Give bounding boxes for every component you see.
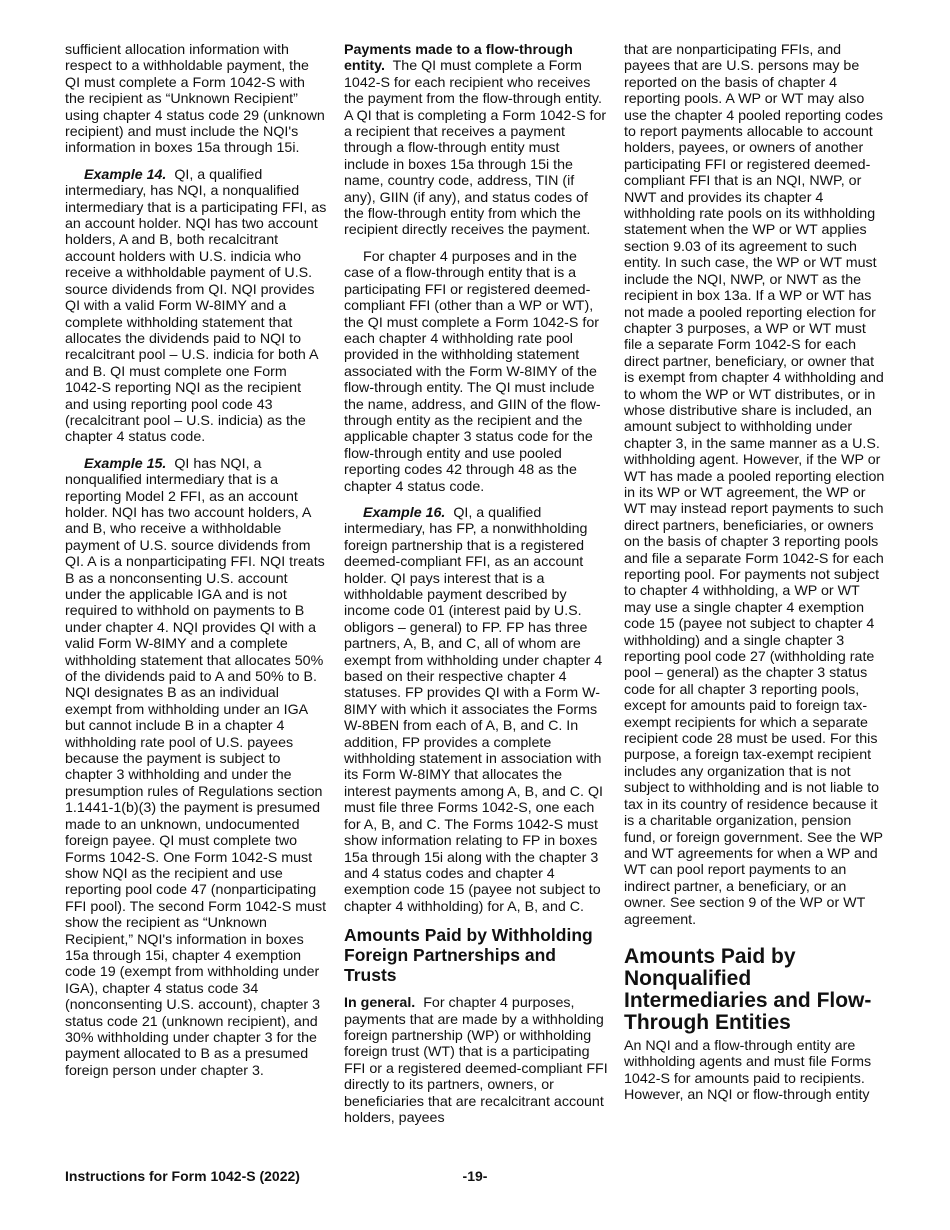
example-14 bbox=[65, 167, 327, 446]
example-text: QI has NQI, a nonqualified intermediary that is a reporting Model 2 FFI, as an account holder. NQI has two account holders, A and B, who receive a withholdable payment of U.S. source dividends from QI. A is a nonparticipating FFI. NQI treats B as a nonconsenting U.S. account under the applicable IGA and is not required to withhold on payments to B under chapter 4. NQI provides QI with a valid Form W-8IMY and a complete withholding statement that allocates 50% of the dividends paid to A and 50% to B. NQI designates B as an individual exempt from withholding under an IGA but cannot include B in a chapter 4 withholding rate pool of U.S. payees because the payment is subject to chapter 3 withholding and under the presumption rules of Regulations section 1.1441-1(b)(3) the payment is presumed made to an unknown, undocumented foreign payee. QI must complete two Forms 1042-S. One Form 1042-S must show NQI as the recipient and use reporting pool code 47 (nonparticipating FFI pool). The second Form 1042-S must show the recipient as “Unknown Recipient,” NQI's information in boxes 15a through 15i, chapter 4 exemption code 19 (exempt from withholding under IGA), chapter 4 status code 34 (nonconsenting U.S. account), chapter 3 status code 21 (unknown recipient), and 30% withholding under chapter 3 for the payment allocated to B as a presumed foreign person under chapter 3. bbox=[65, 455, 327, 1079]
example-text: QI, a qualified intermediary, has NQI, a nonqualified intermediary that is a participating FFI, as an account holder. NQI has two account holders, A and B, both recalcitrant account holders with U.S. indicia who receive a withholdable payment of U.S. source dividends from QI. NQI provides QI with a valid Form W-8IMY and a complete withholding statement that allocates the dividends paid to NQI to recalcitrant pool – U.S. indicia for both A and B. QI must complete one Form 1042-S reporting NQI as the recipient and using reporting pool code 43 (recalcitrant pool – U.S. indicia) as the chapter 4 status code. bbox=[65, 166, 327, 446]
example-label: Example 14. bbox=[84, 166, 167, 183]
flow-through-paragraph bbox=[344, 42, 608, 239]
paragraph-text: The QI must complete a Form 1042-S for each recipient who receives the payment from the flow-through entity. A QI that is completing a Form 1042-S for a recipient that receives a payment through a flow-through entity must include in boxes 15a through 15i the name, country code, address, TIN (if any), GIIN (if any), and status codes of the flow-through entity from which the recipient directly receives the payment. bbox=[344, 58, 607, 239]
example-16 bbox=[344, 505, 608, 915]
column-left bbox=[65, 42, 327, 1089]
run-in-heading: Payments made to a flow-through entity. bbox=[344, 42, 573, 75]
paragraph: For chapter 4 purposes and in the case of a flow-through entity that is a participating FFI or registered deemed-compliant FFI (other than a WP or WT), the QI must complete a Form 1042-S for each chapter 4 withholding rate pool provided in the withholding statement associated with the Form W-8IMY of the flow-through entity. The QI must include the name, address, and GIIN of the flow-through entity as the recipient and the applicable chapter 3 status code for the flow-through entity and use pooled reporting codes 42 through 48 as the chapter 4 status code. bbox=[344, 248, 601, 495]
column-right bbox=[624, 42, 886, 1114]
example-label: Example 16. bbox=[363, 504, 446, 521]
page-number: -19- bbox=[462, 1168, 488, 1184]
column-middle bbox=[344, 42, 608, 1136]
example-label: Example 15. bbox=[84, 455, 167, 472]
example-text: QI, a qualified intermediary, has FP, a nonwithholding foreign partnership that is a registered deemed-compliant FFI, as an account holder. QI pays interest that is a withholdable payment described by income code 01 (interest paid by U.S. obligors – general) to FP. FP has three partners, A, B, and C, all of whom are exempt from withholding under chapter 4 based on their respective chapter 4 statuses. FP provides QI with a Form W-8IMY with which it associates the Forms W-8BEN from each of A, B, and C. In addition, FP provides a complete withholding statement in association with its Form W-8IMY that allocates the interest payments among A, B, and C. QI must file three Forms 1042-S, one each for A, B, and C. The Forms 1042-S must show information relating to FP in boxes 15a through 15i along with the chapter 3 and 4 status codes and chapter 4 exemption code 15 (payee not subject to chapter 4 withholding) for A, B, and C. bbox=[344, 504, 604, 915]
in-general-paragraph bbox=[344, 995, 608, 1126]
section-heading: Amounts Paid by Nonqualified Intermediaries and Flow-Through Entities bbox=[624, 944, 872, 1034]
section-heading: Amounts Paid by Withholding Foreign Partnerships and Trusts bbox=[344, 925, 593, 986]
example-15 bbox=[65, 456, 327, 1079]
run-in-heading: In general. bbox=[344, 995, 416, 1012]
footer-form-title: Instructions for Form 1042-S (2022) bbox=[65, 1168, 300, 1184]
paragraph: that are nonparticipating FFIs, and payees that are U.S. persons may be reported on the basis of chapter 4 reporting pools. A WP or WT may also use the chapter 4 pooled reporting codes to report payments allocable to account holders, payees, or owners of another participating FFI or registered deemed-compliant FFI that is an NQI, NWP, or NWT and provides its chapter 4 withholding rate pools on its withholding statement when the WP or WT applies section 9.03 of its agreement to such entity. In such case, the WP or WT must include the NQI, NWP, or NWT as the recipient in box 13a. If a WP or WT has not made a pooled reporting election for chapter 3 purposes, a WP or WT must file a separate Form 1042-S for each direct partner, beneficiary, or owner that is exempt from chapter 4 withholding and to whom the WP or WT distributes, or in whose distributive share is included, an amount subject to withholding under chapter 3, in the same manner as a U.S. withholding agent. However, if the WP or WT has made a pooled reporting election in its WP or WT agreement, the WP or WT may instead report payments to such direct partners, beneficiaries, or owners on the basis of chapter 3 reporting pools and file a separate Form 1042-S for each reporting pool. For payments not subject to chapter 4 withholding, a WP or WT may use a single chapter 4 exemption code 15 (payee not subject to chapter 4 withholding) and a single chapter 3 reporting pool code 27 (withholding rate pool – general) as the chapter 3 status code for all chapter 3 reporting pools, except for amounts paid to foreign tax-exempt recipients for which a separate recipient code 28 must be used. For this purpose, a foreign tax-exempt recipient includes any organization that is not subject to withholding and is not liable to tax in its country of residence because it is a charitable organization, pension fund, or foreign government. See the WP and WT agreements for when a WP and WT can pool report payments to an indirect partner, a beneficiary, or an owner. See section 9 of the WP or WT agreement. bbox=[624, 42, 885, 928]
paragraph: sufficient allocation information with respect to a withholdable payment, the QI must complete a Form 1042-S with the recipient as “Unknown Recipient” using chapter 4 status code 29 (unknown recipient) and must include the NQI's information in boxes 15a through 15i. bbox=[65, 42, 325, 157]
paragraph-text: For chapter 4 purposes, payments that are made by a withholding foreign partnership (WP) or withholding foreign trust (WT) that is a participating FFI or a registered deemed-compliant FFI directly to its partners, owners, or beneficiaries that are recalcitrant account holders, payees bbox=[344, 995, 608, 1126]
paragraph: An NQI and a flow-through entity are withholding agents and must file Forms 1042-S for amounts paid to recipients. However, an NQI or flow-through entity bbox=[624, 1037, 872, 1104]
